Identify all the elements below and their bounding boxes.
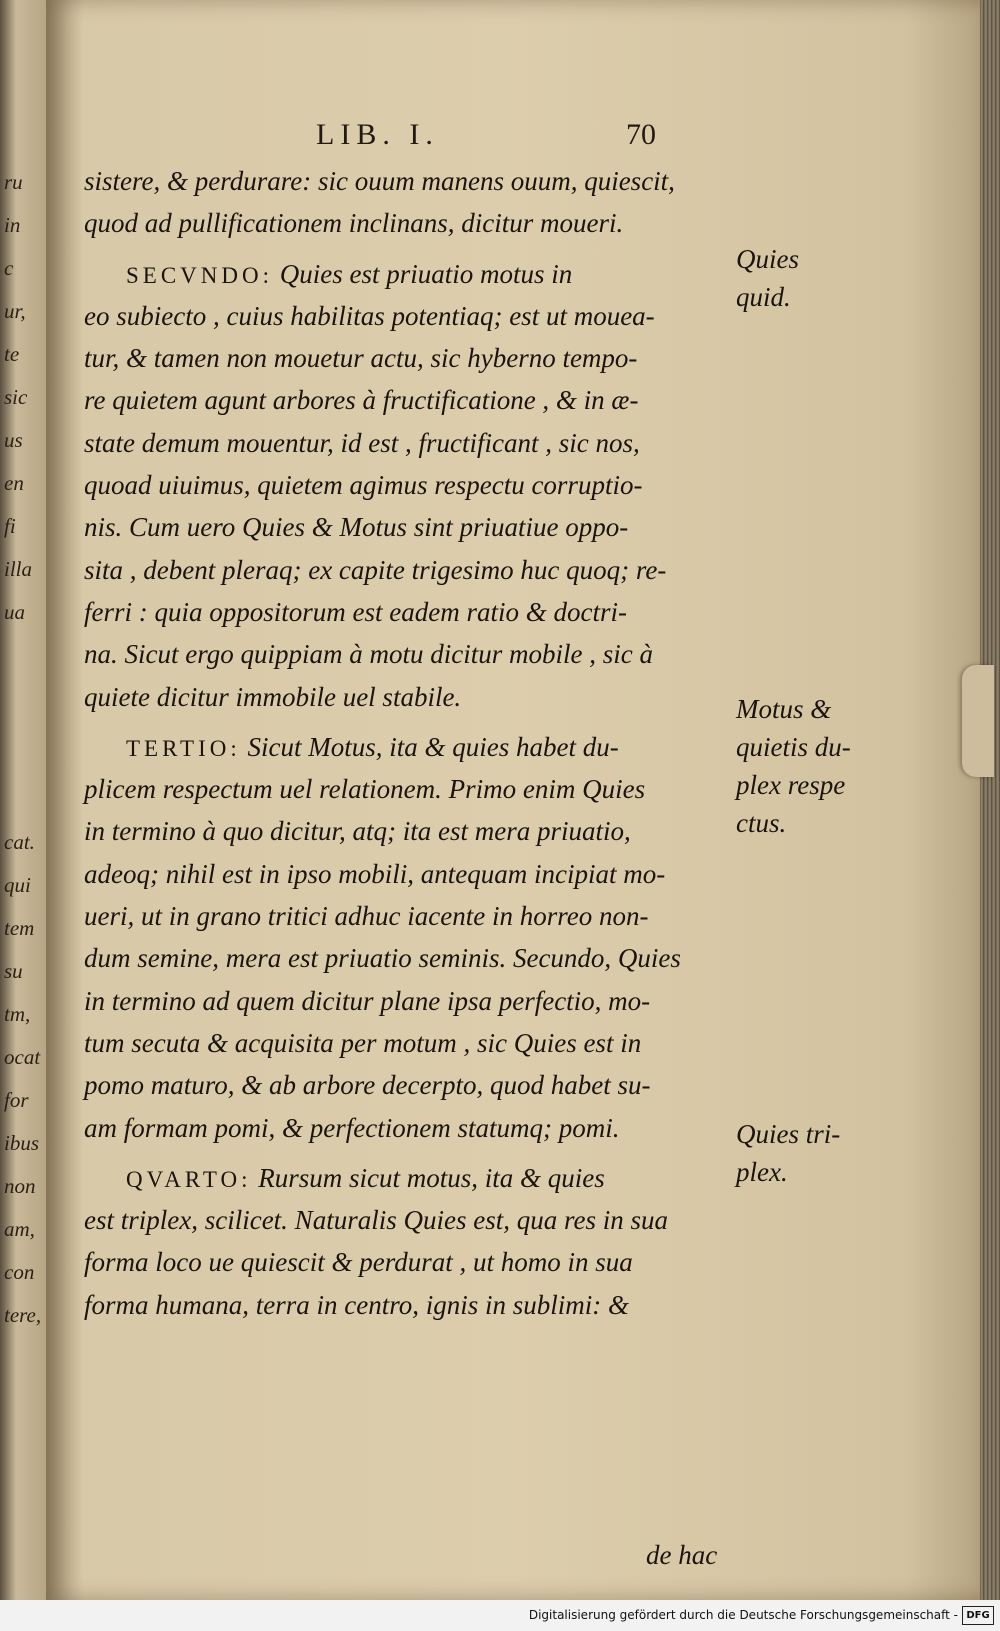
left-page-fragment: c bbox=[4, 256, 14, 280]
line-text: sita , debent pleraq; ex capite trigesimo huc quoq; re- bbox=[84, 554, 667, 585]
margin-note-quies-triplex bbox=[736, 1115, 946, 1191]
paragraph-lead: SECVNDO: bbox=[126, 262, 274, 288]
line-text: in termino à quo dicitur, atq; ita est mera priuatio, bbox=[84, 816, 631, 847]
line-text: plicem respectum uel relationem. Primo enim Quies bbox=[84, 774, 646, 805]
previous-page-edge bbox=[0, 0, 46, 1600]
page-number: 70 bbox=[626, 118, 656, 151]
left-page-fragment: cat. bbox=[4, 830, 35, 854]
margin-note-line: quietis du- bbox=[736, 732, 851, 762]
margin-note-line: Motus & bbox=[736, 694, 832, 724]
line-text: state demum mouentur, id est , fructificant , sic nos, bbox=[84, 427, 640, 458]
margin-note-line: plex. bbox=[736, 1157, 788, 1187]
line-text: in termino ad quem dicitur plane ipsa perfectio, mo- bbox=[84, 985, 651, 1016]
dfg-logo: DFG bbox=[962, 1606, 994, 1625]
left-page-fragment: te bbox=[4, 342, 20, 366]
left-page-fragment: illa bbox=[4, 557, 33, 581]
line-text: Sicut Motus, ita & quies habet du- bbox=[240, 731, 619, 762]
left-page-fragment: non bbox=[4, 1174, 36, 1198]
line-text: quod ad pullificationem inclinans, dicitur moueri. bbox=[84, 208, 624, 239]
left-page-fragment: ur, bbox=[4, 299, 26, 323]
text-line bbox=[84, 895, 724, 937]
text-line bbox=[84, 1107, 724, 1149]
left-page-fragment: con bbox=[4, 1260, 35, 1284]
left-page-fragment: us bbox=[4, 428, 23, 452]
footer-bar bbox=[0, 1600, 1000, 1631]
line-text: forma humana, terra in centro, ignis in sublimi: & bbox=[84, 1289, 629, 1320]
text-line bbox=[84, 160, 724, 202]
text-line bbox=[84, 768, 724, 810]
text-line bbox=[84, 853, 724, 895]
line-text: forma loco ue quiescit & perdurat , ut homo in sua bbox=[84, 1247, 633, 1278]
text-line bbox=[84, 1157, 724, 1199]
text-line bbox=[84, 1022, 724, 1064]
left-page-fragment: qui bbox=[4, 873, 31, 897]
text-line bbox=[84, 633, 724, 675]
line-text: ueri, ut in grano tritici adhuc iacente in horreo non- bbox=[84, 901, 649, 932]
page-tab bbox=[962, 665, 994, 777]
left-page-fragment: ru bbox=[4, 170, 23, 194]
line-text: tum secuta & acquisita per motum , sic Quies est in bbox=[84, 1027, 642, 1058]
text-line bbox=[84, 726, 724, 768]
main-text bbox=[84, 160, 724, 1326]
catchword: de hac bbox=[646, 1540, 718, 1570]
paragraph-lead: QVARTO: bbox=[126, 1166, 252, 1192]
left-page-fragment: tm, bbox=[4, 1002, 31, 1026]
left-page-fragment: sic bbox=[4, 385, 28, 409]
text-line bbox=[84, 379, 724, 421]
text-line bbox=[84, 422, 724, 464]
left-page-fragment: su bbox=[4, 959, 23, 983]
left-page-fragment: ocat bbox=[4, 1045, 41, 1069]
text-line bbox=[84, 810, 724, 852]
text-line bbox=[84, 1284, 724, 1326]
left-page-fragment: en bbox=[4, 471, 24, 495]
left-page-fragment: ibus bbox=[4, 1131, 40, 1155]
line-text: Rursum sicut motus, ita & quies bbox=[251, 1162, 605, 1193]
margin-note-line: plex respe bbox=[736, 770, 846, 800]
line-text: na. Sicut ergo quippiam à motu dicitur mobile , sic à bbox=[84, 639, 653, 670]
left-page-fragment: tem bbox=[4, 916, 35, 940]
line-text: quoad uiuimus, quietem agimus respectu corruptio- bbox=[84, 470, 643, 501]
line-text: dum semine, mera est priuatio seminis. Secundo, Quies bbox=[84, 943, 681, 974]
text-line bbox=[84, 202, 724, 244]
margin-note-line: Quies tri- bbox=[736, 1119, 841, 1149]
line-text: sistere, & perdurare: sic ouum manens ouum, quiescit, bbox=[84, 166, 675, 196]
line-text: am formam pomi, & perfectionem statumq; pomi. bbox=[84, 1112, 620, 1143]
line-text: est triplex, scilicet. Naturalis Quies est, qua res in sua bbox=[84, 1205, 668, 1236]
line-text: pomo maturo, & ab arbore decerpto, quod habet su- bbox=[84, 1070, 651, 1101]
line-text: quiete dicitur immobile uel stabile. bbox=[84, 681, 462, 712]
text-line bbox=[84, 980, 724, 1022]
text-line bbox=[84, 1199, 724, 1241]
funding-credit: Digitalisierung gefördert durch die Deutsche Forschungsgemeinschaft - bbox=[528, 1608, 958, 1622]
running-header bbox=[46, 118, 980, 152]
left-page-fragment: am, bbox=[4, 1217, 35, 1241]
margin-note-line: quid. bbox=[736, 282, 791, 312]
text-line bbox=[84, 506, 724, 548]
margin-note-quies-quid bbox=[736, 240, 946, 316]
book-page bbox=[46, 0, 980, 1600]
margin-note-line: Quies bbox=[736, 244, 799, 274]
page-stack-edge bbox=[980, 0, 1000, 1600]
text-line bbox=[84, 937, 724, 979]
text-line bbox=[84, 464, 724, 506]
text-line bbox=[84, 1241, 724, 1283]
text-line bbox=[84, 295, 724, 337]
line-text: adeoq; nihil est in ipso mobili, antequam incipiat mo- bbox=[84, 858, 666, 889]
line-text: Quies est priuatio motus in bbox=[273, 258, 573, 289]
line-text: re quietem agunt arbores à fructificatione , & in æ- bbox=[84, 385, 639, 416]
text-line bbox=[84, 676, 724, 718]
line-text: eo subiecto , cuius habilitas potentiaq; est ut mouea- bbox=[84, 300, 655, 331]
book-number: LIB. I. bbox=[316, 118, 439, 151]
left-page-fragment: ua bbox=[4, 600, 25, 624]
paragraph-lead: TERTIO: bbox=[126, 735, 241, 761]
line-text: ferri : quia oppositorum est eadem ratio & doctri- bbox=[84, 596, 627, 627]
margin-note-line: ctus. bbox=[736, 808, 787, 838]
line-text: nis. Cum uero Quies & Motus sint priuatiue oppo- bbox=[84, 512, 629, 543]
left-page-fragment: for bbox=[4, 1088, 29, 1112]
left-page-fragment: fi bbox=[4, 514, 16, 538]
left-page-fragment: in bbox=[4, 213, 21, 237]
left-page-fragment: tere, bbox=[4, 1303, 42, 1327]
text-line bbox=[84, 253, 724, 295]
margin-note-motus-quietis bbox=[736, 690, 946, 842]
text-line bbox=[84, 337, 724, 379]
text-line bbox=[84, 591, 724, 633]
text-line bbox=[84, 1064, 724, 1106]
text-line bbox=[84, 549, 724, 591]
line-text: tur, & tamen non mouetur actu, sic hyberno tempo- bbox=[84, 343, 638, 374]
